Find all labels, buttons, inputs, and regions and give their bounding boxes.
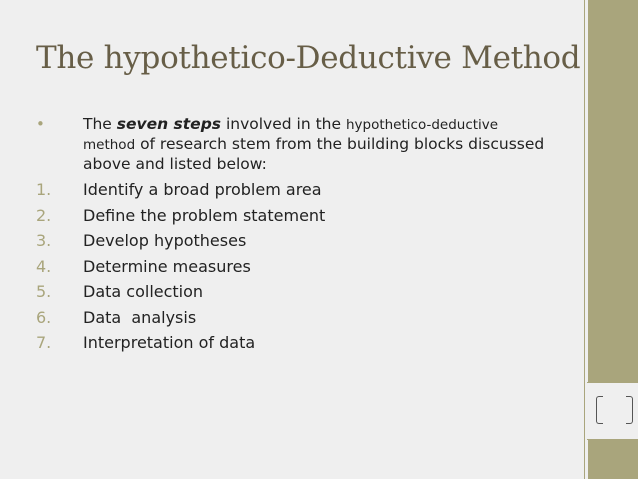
- step-number: 1.: [36, 180, 52, 199]
- intro-text: [83, 115, 563, 174]
- left-bracket-icon: [596, 396, 603, 424]
- list-item: [36, 333, 576, 359]
- step-number: 6.: [36, 307, 52, 327]
- list-item: [36, 206, 576, 232]
- step-number: 3.: [36, 231, 52, 250]
- step-text: Interpretation of data: [83, 333, 256, 352]
- intro-text-part2: involved in the: [221, 115, 346, 133]
- slide-title: The hypothetico-Deductive Method: [36, 40, 581, 76]
- right-bracket-icon: [626, 396, 633, 424]
- step-number: 5.: [36, 282, 52, 301]
- list-item: [36, 180, 576, 206]
- step-text: Determine measures: [83, 256, 251, 276]
- list-item: [36, 231, 576, 257]
- intro-text-part5: of research stem from the building blocks discussed above and listed below:: [83, 135, 545, 173]
- intro-text-part4: method: [83, 137, 136, 153]
- step-text: Data collection: [83, 282, 204, 301]
- intro-text-part3: hypothetico-deductive: [345, 117, 499, 133]
- list-item: [36, 257, 576, 283]
- step-text: Identify a broad problem area: [83, 180, 322, 199]
- bullet-icon: •: [36, 115, 45, 133]
- step-text: Define the problem statement: [83, 205, 326, 225]
- side-divider: [584, 0, 585, 479]
- step-text: Data analysis: [83, 307, 197, 327]
- intro-emphasis: seven steps: [116, 115, 222, 133]
- step-number: 4.: [36, 256, 52, 276]
- list-item: [36, 308, 576, 334]
- list-item: [36, 282, 576, 308]
- steps-list: [36, 180, 576, 359]
- step-number: 2.: [36, 205, 52, 225]
- step-number: 7.: [36, 333, 52, 352]
- step-text: Develop hypotheses: [83, 231, 247, 250]
- intro-text-part1: The: [83, 115, 117, 133]
